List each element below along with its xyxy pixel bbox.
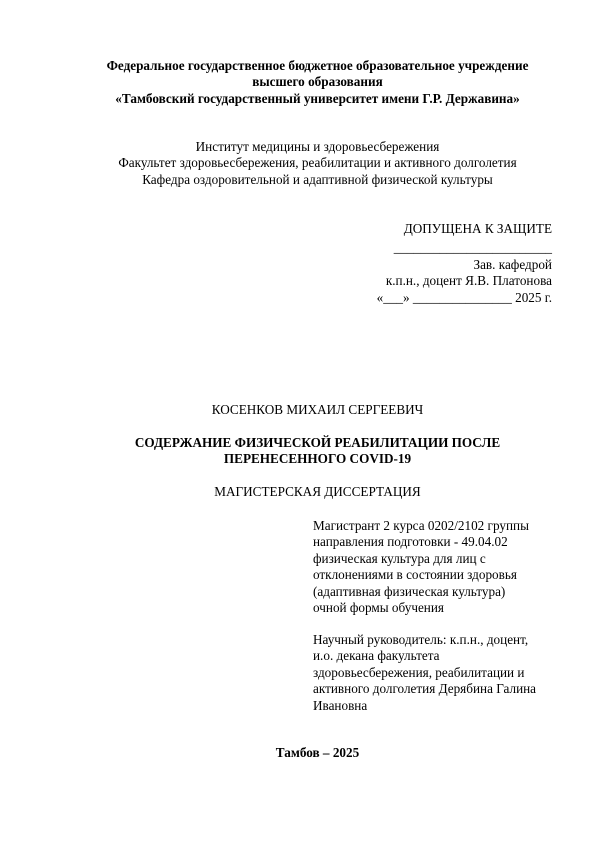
student-info-line: физическая культура для лиц с xyxy=(313,550,486,566)
header-line: «Тамбовский государственный университет имени Г.Р. Державина» xyxy=(115,90,520,106)
thesis-title-line: ПЕРЕНЕСЕННОГО COVID-19 xyxy=(223,451,412,467)
student-info-line: (адаптивная физическая культура) xyxy=(313,583,506,599)
supervisor-info-line: активного долголетия Дерябина Галина xyxy=(313,681,537,697)
supervisor-info xyxy=(313,632,573,714)
supervisor-info-line: здоровьесбережения, реабилитации и xyxy=(313,664,525,680)
student-info-line: очной формы обучения xyxy=(313,600,444,616)
approval-date: «___» _______________ 2025 г. xyxy=(376,289,552,305)
author-name-text: КОСЕНКОВ МИХАИЛ СЕРГЕЕВИЧ xyxy=(211,402,424,417)
student-info xyxy=(313,518,573,616)
header-line: Федеральное государственное бюджетное образовательное учреждение xyxy=(106,58,529,73)
city-year xyxy=(0,745,595,761)
approval-block xyxy=(377,221,552,306)
thesis-title-line: СОДЕРЖАНИЕ ФИЗИЧЕСКОЙ РЕАБИЛИТАЦИИ ПОСЛЕ xyxy=(134,435,501,450)
student-info-line: направления подготовки - 49.04.02 xyxy=(313,534,508,550)
university-header xyxy=(0,58,595,107)
institution-block xyxy=(0,139,595,188)
supervisor-info-line: Научный руководитель: к.п.н., доцент, xyxy=(313,632,529,647)
signature-line: ________________________ xyxy=(393,240,552,256)
header-line: высшего образования xyxy=(252,74,383,90)
student-info-line: Магистрант 2 курса 0202/2102 группы xyxy=(313,518,529,533)
supervisor-info-line: и.о. декана факультета xyxy=(313,648,440,664)
supervisor-info-line: Ивановна xyxy=(313,697,368,713)
city-year-text: Тамбов – 2025 xyxy=(275,745,360,760)
thesis-title xyxy=(0,435,595,468)
student-info-line: отклонениями в состоянии здоровья xyxy=(313,567,517,583)
department-name: Кафедра оздоровительной и адаптивной физической культуры xyxy=(142,171,493,187)
faculty-name: Факультет здоровьесбережения, реабилитации и активного долголетия xyxy=(118,155,517,171)
approval-role: Зав. кафедрой xyxy=(473,256,552,272)
approval-title: ДОПУЩЕНА К ЗАЩИТЕ xyxy=(403,221,552,236)
document-type-text: МАГИСТЕРСКАЯ ДИССЕРТАЦИЯ xyxy=(214,484,421,499)
institute-name: Институт медицины и здоровьесбережения xyxy=(195,139,440,154)
document-type xyxy=(0,484,595,500)
approval-person: к.п.н., доцент Я.В. Платонова xyxy=(385,273,552,289)
author-name xyxy=(0,402,595,418)
